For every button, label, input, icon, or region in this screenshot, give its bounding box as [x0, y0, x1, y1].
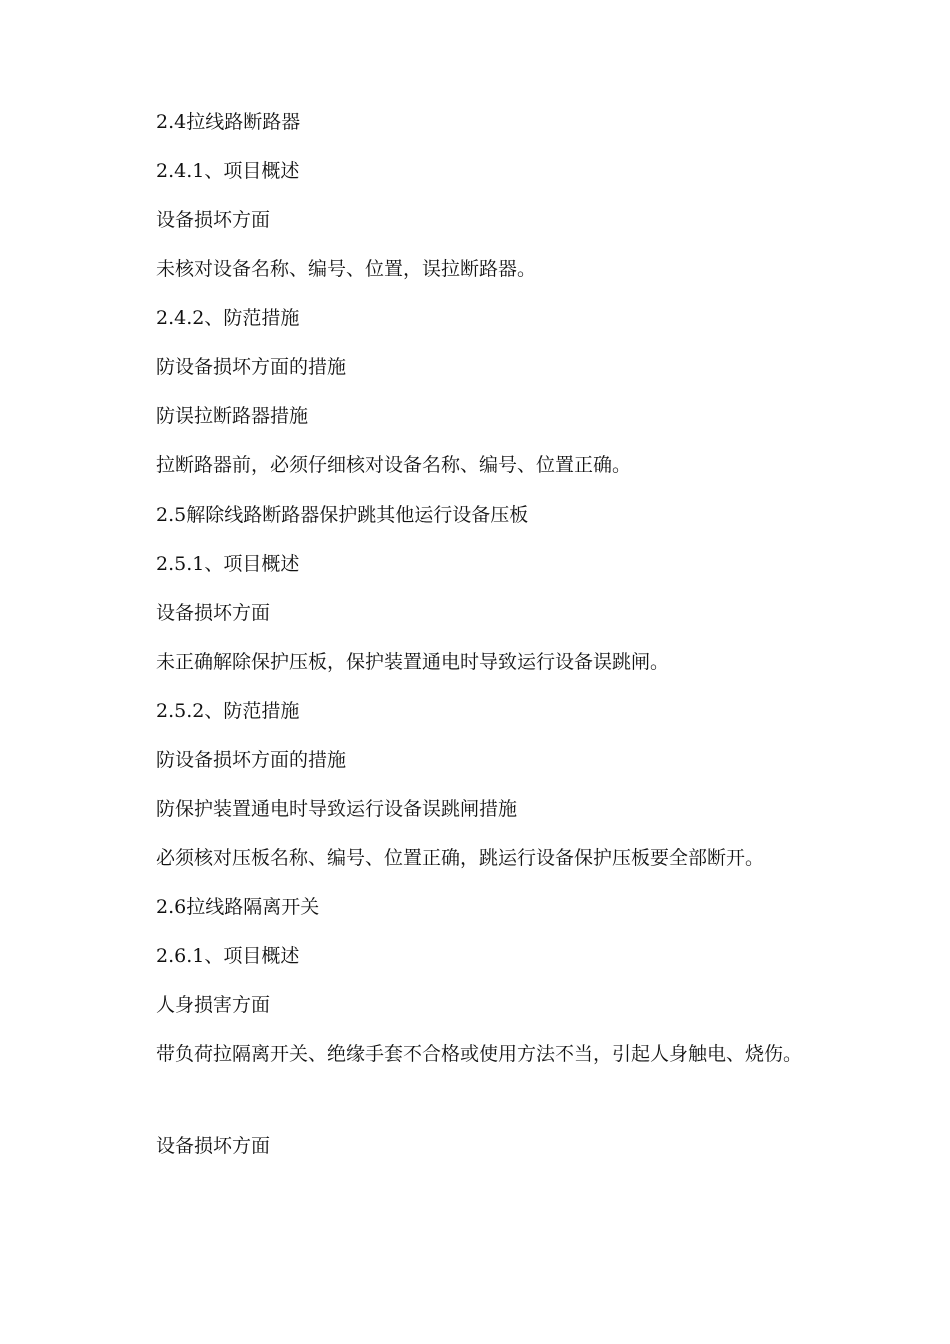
subsection-heading-2-4-1: 2.4.1、项目概述	[156, 160, 300, 182]
measure-heading: 防设备损坏方面的措施	[156, 749, 347, 771]
subsection-heading-2-4-2: 2.4.2、防范措施	[156, 307, 300, 329]
category-heading: 设备损坏方面	[156, 602, 271, 624]
subsection-heading-2-5-1: 2.5.1、项目概述	[156, 553, 300, 575]
category-heading: 设备损坏方面	[156, 209, 271, 231]
section-heading-2-5: 2.5解除线路断路器保护跳其他运行设备压板	[156, 504, 529, 526]
measure-subheading: 防保护装置通电时导致运行设备误跳闸措施	[156, 798, 518, 820]
body-text: 拉断路器前，必须仔细核对设备名称、编号、位置正确。	[156, 454, 632, 476]
subsection-heading-2-5-2: 2.5.2、防范措施	[156, 700, 300, 722]
measure-heading: 防设备损坏方面的措施	[156, 356, 347, 378]
measure-subheading: 防误拉断路器措施	[156, 405, 309, 427]
body-text: 必须核对压板名称、编号、位置正确，跳运行设备保护压板要全部断开。	[156, 847, 765, 869]
section-heading-2-4: 2.4拉线路断路器	[156, 111, 301, 133]
subsection-heading-2-6-1: 2.6.1、项目概述	[156, 945, 300, 967]
body-text: 未核对设备名称、编号、位置，误拉断路器。	[156, 258, 537, 280]
category-heading: 设备损坏方面	[156, 1135, 271, 1157]
body-paragraph-wrapped: 带负荷拉隔离开关、绝缘手套不合格或使用方法不当，引起人身触电、烧伤。	[156, 1043, 803, 1065]
category-heading: 人身损害方面	[156, 994, 271, 1016]
body-text: 未正确解除保护压板，保护装置通电时导致运行设备误跳闸。	[156, 651, 670, 673]
section-heading-2-6: 2.6拉线路隔离开关	[156, 896, 320, 918]
